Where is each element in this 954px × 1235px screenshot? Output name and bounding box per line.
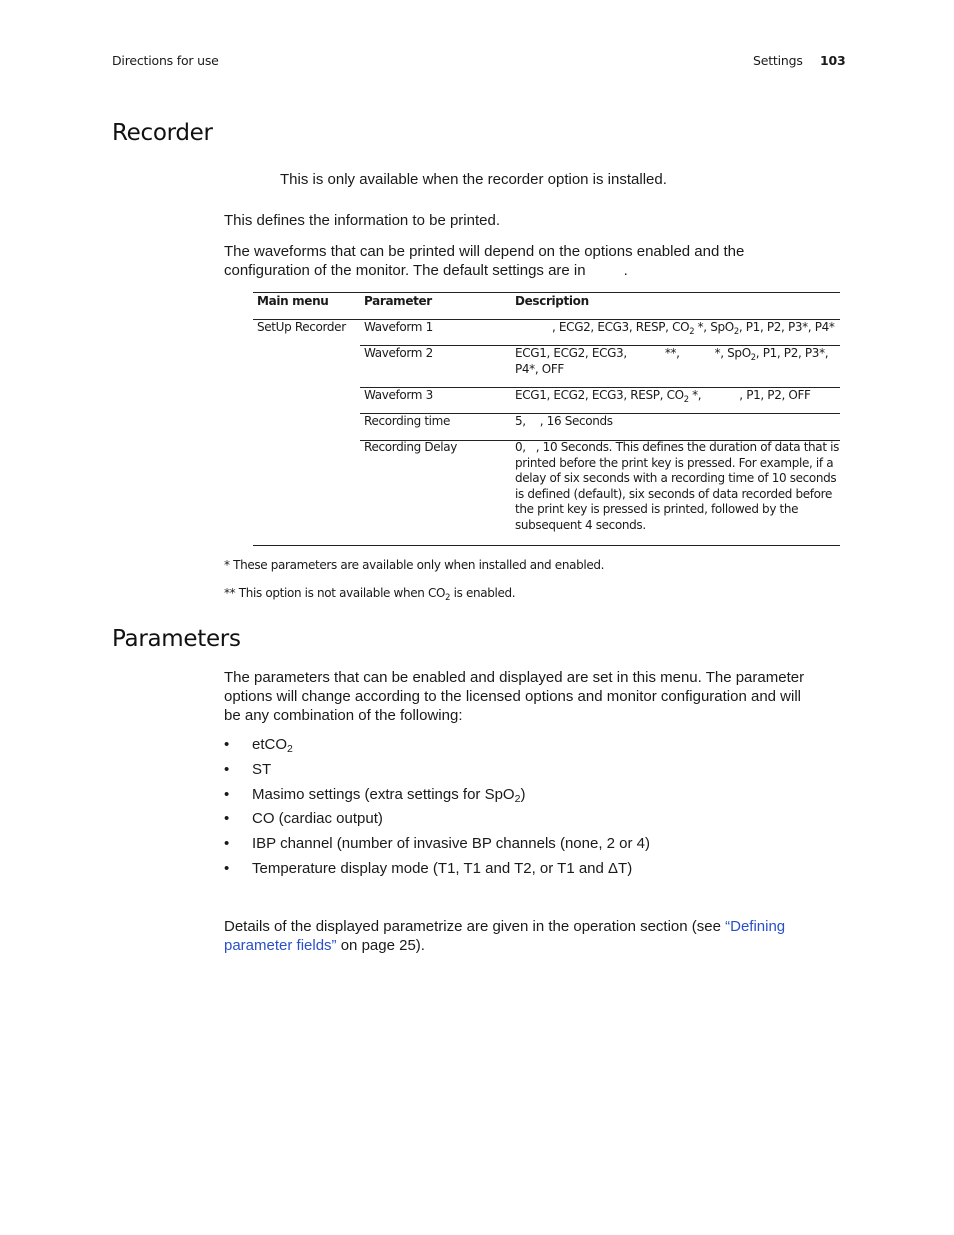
recorder-intro: This defines the information to be printed. [224, 212, 500, 229]
parameters-heading: Parameters [112, 626, 241, 652]
main-menu-value: SetUp Recorder [257, 320, 346, 334]
recorder-heading: Recorder [112, 120, 213, 146]
col-header-description: Description [515, 294, 589, 308]
col-header-parameter: Parameter [364, 294, 432, 308]
parameters-details: Details of the displayed parametrize are given in the operation section (see “Defining parameter fields” on page 25). [224, 918, 786, 954]
table-row-description: ECG1, ECG2, ECG3, **, *, SpO$_2$, P1, P2, P3*, P4*, OFF [515, 346, 829, 376]
defining-parameter-fields-link[interactable]: “Defining [725, 918, 786, 935]
recorder-waveforms-paragraph: The waveforms that can be printed will depend on the options enabled and the configuration of the monitor. The default settings are in . [224, 243, 745, 279]
table-row-description: 0, , 10 Seconds. This defines the duration of data that is printed before the print key is pressed. For example, if a delay of six seconds with a recording time of 10 seconds is defined (default), six seconds of data recorded before the print key is pressed is printed, followed by the subsequent 4 seconds. [515, 440, 840, 532]
table-row-description: 5, , 16 Seconds [515, 414, 613, 428]
footnote-single-asterisk: * These parameters are available only when installed and enabled. [224, 558, 605, 572]
col-header-main-menu: Main menu [257, 294, 329, 308]
defining-parameter-fields-link-cont[interactable]: parameter fields” [224, 937, 337, 954]
recorder-note: This is only available when the recorder option is installed. [280, 171, 667, 188]
parameters-intro: The parameters that can be enabled and displayed are set in this menu. The parameter options will change according to the licensed options and monitor configuration and will be any combination of the following: [224, 669, 805, 724]
page-number: 103 [820, 53, 846, 68]
table-row-param: Recording time [364, 414, 451, 428]
table-row-description: ECG1, ECG2, ECG3, RESP, $CO_2$ *, , P1, P2, OFF [515, 388, 811, 404]
table-row-param: Waveform 1 [364, 320, 433, 334]
table-row-param: Waveform 3 [364, 388, 433, 402]
footnote-double-asterisk: ** This option is not available when $CO_2$ is enabled. [224, 586, 516, 602]
table-row-param: Recording Delay [364, 440, 457, 454]
running-header-section: Settings [753, 53, 803, 68]
table-row-description: , ECG2, ECG3, RESP, $CO_2$ *, SpO$_2$, P1, P2, P3*, P4* [552, 320, 835, 336]
running-header-left: Directions for use [112, 53, 219, 68]
table-row-param: Waveform 2 [364, 346, 433, 360]
